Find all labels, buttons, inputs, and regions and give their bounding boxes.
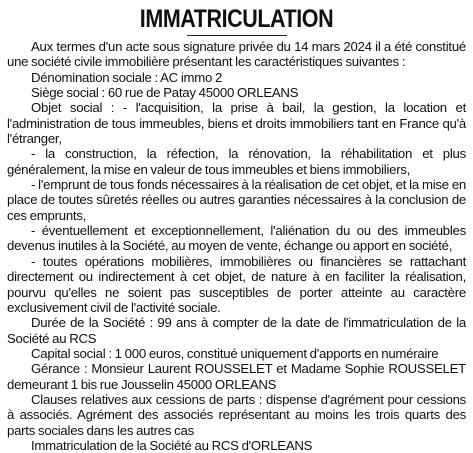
company-name: Dénomination sociale : AC immo 2 bbox=[31, 69, 223, 85]
object-item-alienation: - éventuellement et exceptionnellement, l'aliénation du ou des immeubles devenus inutiles à la Société, au moyen de vente, échange ou apport en société, bbox=[7, 223, 466, 254]
registered-office: Siège social : 60 rue de Patay 45000 ORLEANS bbox=[31, 85, 299, 101]
intro-paragraph: Aux termes d'un acte sous signature privée du 14 mars 2024 il a été constitué une société civile immobilière présentant les caractéristiques suivantes : bbox=[7, 39, 466, 70]
share-transfer-clauses: Clauses relatives aux cessions de parts : dispense d'agrément pour cessions à associés. Agrément des associés représentant au moins les trois quarts des parts sociales dans les autres cas bbox=[7, 391, 466, 438]
company-duration: Durée de la Société : 99 ans à compter de la date de l'immatriculation de la Société au RCS bbox=[7, 315, 466, 346]
title-underline bbox=[187, 35, 287, 36]
registration: Immatriculation de la Société au RCS d'ORLEANS bbox=[31, 437, 313, 453]
notice-title: IMMATRICULATION bbox=[139, 5, 334, 33]
object-item-acquisition: Objet social : - l'acquisition, la prise à bail, la gestion, la location et l'administration de tous immeubles, biens et droits immobiliers tant en France qu'à l'étranger, bbox=[7, 100, 466, 147]
share-capital: Capital social : 1 000 euros, constitué uniquement d'apports en numéraire bbox=[31, 345, 439, 361]
object-item-operations: - toutes opérations mobilières, immobilières ou financières se rattachant directement ou indirectement à cet objet, de nature à en faciliter la réalisation, pourvu qu'elles ne soient pas susceptibles de porter atteinte au caractère exclusivement civil de l'activité sociale. bbox=[7, 253, 466, 315]
object-item-loans: - l'emprunt de tous fonds nécessaires à la réalisation de cet objet, et la mise en place de toutes sûretés réelles ou autres garanties nécessaires à la conclusion de ces emprunts, bbox=[7, 177, 466, 223]
management: Gérance : Monsieur Laurent ROUSSELET et Madame Sophie ROUSSELET demeurant 1 bis rue Jousselin 45000 ORLEANS bbox=[7, 361, 466, 392]
notice-body bbox=[7, 39, 466, 453]
object-item-construction: - la construction, la réfection, la rénovation, la réhabilitation et plus généralement, la mise en valeur de tous immeubles et biens immobiliers, bbox=[7, 146, 466, 177]
